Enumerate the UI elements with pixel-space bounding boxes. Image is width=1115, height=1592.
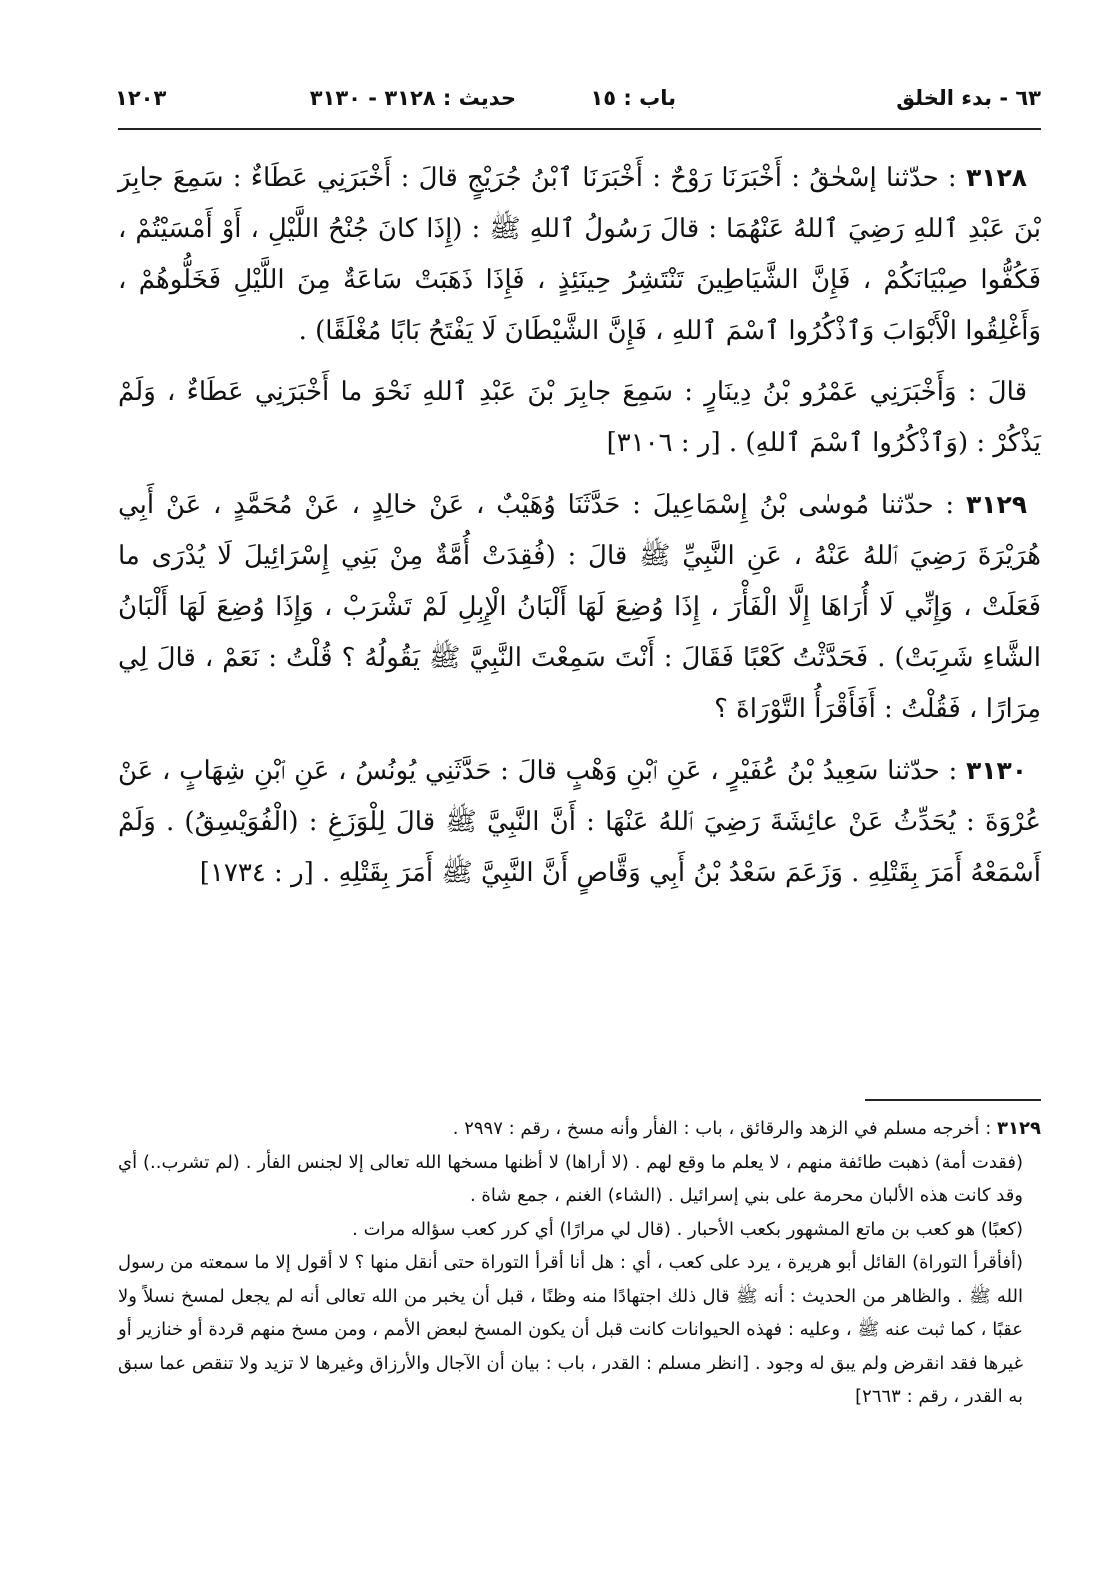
hadith-range: حديث : ٣١٢٨ - ٣١٣٠ — [309, 86, 516, 110]
hadith-number: ٣١٣٠ — [965, 756, 1027, 785]
hadith-3130 — [118, 745, 1041, 899]
hadith-text: : حدّثنا سَعِيدُ بْنُ عُفَيْرٍ ، عَنِ ٱبْنِ وَهْبٍ قالَ : حَدَّثَنِي يُونُسُ ، عَنِ ٱبْنِ شِهَابٍ ، عَنْ عُرْوَةَ : يُحَدِّثُ عَنْ عائِشَةَ رَضِيَ ٱللهُ عَنْهَا : أَنَّ النَّبِيَّ ﷺ قالَ لِلْوَزَغِ : (الْفُوَيْسِقُ) . وَلَمْ أَسْمَعْهُ أَمَرَ بِقَتْلِهِ . وَزَعَمَ سَعْدُ بْنُ أَبِي وَقَّاصٍ أَنَّ النَّبِيَّ ﷺ أَمَرَ بِقَتْلِهِ . [ر : ١٧٣٤] — [118, 756, 1041, 888]
hadith-number: ٣١٢٩ — [965, 490, 1027, 519]
footnote-source: : أخرجه مسلم في الزهد والرقائق ، باب : الفأر وأنه مسخ ، رقم : ٢٩٩٧ . — [452, 1118, 998, 1139]
footnotes — [118, 1112, 1041, 1414]
hadith-3128 — [118, 152, 1041, 357]
footnote-line: (كعبًا) هو كعب بن ماتع المشهور بكعب الأحبار . (قال لي مرارًا) أي كرر كعب سؤاله مرات . — [352, 1218, 1023, 1240]
hadith-number: ٣١٢٨ — [965, 163, 1027, 192]
running-header — [115, 78, 1041, 122]
hadith-3128-addendum: قالَ : وَأَخْبَرَنِي عَمْرُو بْنُ دِينَارٍ : سَمِعَ جابِرَ بْنَ عَبْدِ ٱللهِ نَحْوَ ما أَخْبَرَنِي عَطَاءٌ ، وَلَمْ يَذْكُرْ : (وَٱذْكُرُوا ٱسْمَ ٱللهِ) . [ر : ٣١٠٦] — [118, 377, 1041, 458]
footnote-line: (فقدت أمة) ذهبت طائفة منهم ، لا يعلم ما وقع لهم . (لا أراها) لا أظنها مسخها الله تعالى إلا لجنس الفأر . (لم تشرب..) أي وقد كانت هذه الألبان محرمة على بني إسرائيل . (الشاء) الغنم ، جمع شاة . — [118, 1151, 1023, 1206]
hadith-3129 — [118, 479, 1041, 735]
footnote-line — [118, 1112, 1041, 1146]
footnote-line: (أفأقرأ التوراة) القائل أبو هريرة ، يرد على كعب ، أي : هل أنا أقرأ التوراة حتى أنقل منها ؟ لا أقول إلا ما سمعته من رسول الله ﷺ . والظاهر من الحديث : أنه ﷺ قال ذلك اجتهادًا منه وظنًا ، قبل أن يخبر من الله تعالى أنه لم يجعل لمسخ نسلاً ولا عقبًا ، كما ثبت عنه ﷺ ، وعليه : فهذه الحيوانات كانت قبل أن يكون المسخ لبعض الأمم ، ومن مسخ منهم قردة أو خنازير أو غيرها فقد انقرض ولم يبق له وجود . [انظر مسلم : القدر ، باب : بيان أن الآجال والأرزاق وغيرها لا تزيد ولا تنقص عما سبق به القدر ، رقم : ٢٦٦٣] — [118, 1252, 1023, 1407]
hadith-text: : حدّثنا إسْحٰقُ : أَخْبَرَنَا رَوْحٌ : أَخْبَرَنَا ٱبْنُ جُرَيْجٍ قالَ : أَخْبَرَنِي عَطَاءٌ : سَمِعَ جابِرَ بْنَ عَبْدِ ٱللهِ رَضِيَ ٱللهُ عَنْهُمَا : قالَ رَسُولُ ٱللهِ ﷺ : (إِذَا كانَ جُنْحُ اللَّيْلِ ، أَوْ أَمْسَيْتُمْ ، فَكُفُّوا صِبْيَانَكُمْ ، فَإِنَّ الشَّيَاطِينَ تَنْتَشِرُ حِينَئِذٍ ، فَإِذَا ذَهَبَتْ سَاعَةٌ مِنَ اللَّيْلِ فَخَلُّوهُمْ ، وَأَغْلِقُوا الْأَبْوَابَ وَٱذْكُرُوا ٱسْمَ ٱللهِ ، فَإِنَّ الشَّيْطَانَ لَا يَفْتَحُ بَابًا مُغْلَقًا) . — [118, 163, 1042, 346]
book-title: ٦٣ - بدء الخلق — [896, 86, 1041, 110]
hadith-text: : حدّثنا مُوسٰى بْنُ إِسْمَاعِيلَ : حَدَّثَنَا وُهَيْبٌ ، عَنْ خالِدٍ ، عَنْ مُحَمَّدٍ ، عَنْ أَبِي هُرَيْرَةَ رَضِيَ ٱللهُ عَنْهُ ، عَنِ النَّبِيِّ ﷺ قالَ : (فُقِدَتْ أُمَّةٌ مِنْ بَنِي إِسْرَائِيلَ لَا يُدْرَى ما فَعَلَتْ ، وَإِنِّي لَا أُرَاهَا إِلَّا الْفَأْرَ ، إِذَا وُضِعَ لَهَا أَلْبَانُ الْإِبِلِ لَمْ تَشْرَبْ ، وَإِذَا وُضِعَ لَهَا أَلْبَانُ الشَّاءِ شَرِبَتْ) . فَحَدَّثْتُ كَعْبًا فَقَالَ : أَنْتَ سَمِعْتَ النَّبِيَّ ﷺ يَقُولُهُ ؟ قُلْتُ : نَعَمْ ، قالَ لِي مِرَارًا ، فَقُلْتُ : أَفَأَقْرَأُ التَّوْرَاةَ ؟ — [118, 490, 1041, 724]
footnote-divider — [865, 1099, 1041, 1101]
main-text — [118, 152, 1041, 909]
chapter-label: باب : ١٥ — [590, 86, 676, 110]
footnote-number: ٣١٢٩ — [997, 1118, 1041, 1139]
page-number: ١٢٠٣ — [115, 86, 167, 110]
header-divider — [118, 128, 1041, 130]
